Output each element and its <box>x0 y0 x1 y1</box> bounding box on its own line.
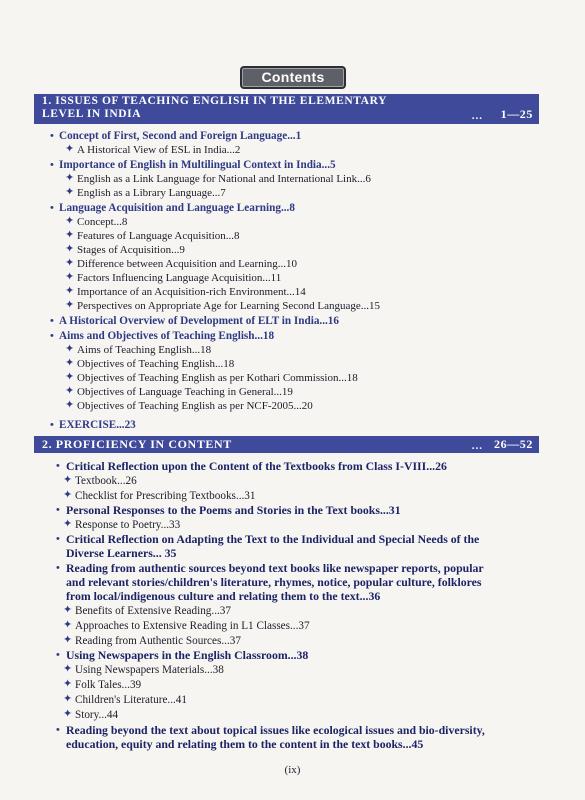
bullet-icon: • <box>56 724 60 736</box>
toc-entry[interactable] <box>50 314 339 328</box>
toc-subentry-label: Folk Tales...39 <box>75 679 142 691</box>
diamond-bullet-icon: ✦ <box>63 634 73 646</box>
toc-subentry-label: Objectives of Teaching English...18 <box>77 358 235 370</box>
toc-entry[interactable] <box>50 329 275 343</box>
toc-entry-continuation[interactable] <box>66 589 380 603</box>
diamond-bullet-icon: ✦ <box>65 172 75 184</box>
section-1-page-range: 1—25 <box>500 107 533 121</box>
diamond-bullet-icon: ✦ <box>63 489 73 501</box>
toc-subentry-label: Approaches to Extensive Reading in L1 Classes...37 <box>75 620 310 632</box>
toc-subentry-label: Objectives of Language Teaching in General...19 <box>77 386 293 398</box>
toc-subentry-label: Checklist for Prescribing Textbooks...31 <box>75 490 256 502</box>
toc-subentry-label: English as a Library Language...7 <box>77 187 226 199</box>
bullet-icon: • <box>50 330 54 342</box>
toc-entry-label: Personal Responses to the Poems and Stories in the Text books...31 <box>66 503 401 517</box>
section-2-leader-dots: ... <box>471 440 483 452</box>
diamond-bullet-icon: ✦ <box>63 708 73 720</box>
diamond-bullet-icon: ✦ <box>63 474 73 486</box>
toc-subentry[interactable] <box>65 172 371 186</box>
toc-subentry[interactable] <box>65 299 381 313</box>
toc-entry-label: A Historical Overview of Development of ELT in India...16 <box>59 315 339 327</box>
diamond-bullet-icon: ✦ <box>65 343 75 355</box>
toc-entry-label: Diverse Learners... 35 <box>66 546 177 560</box>
toc-subentry-label: English as a Link Language for National and International Link...6 <box>77 173 371 185</box>
section-1-title-line1: 1. ISSUES OF TEACHING ENGLISH IN THE ELEMENTARY <box>42 95 387 107</box>
toc-subentry[interactable] <box>65 343 212 357</box>
bullet-icon: • <box>56 649 60 661</box>
diamond-bullet-icon: ✦ <box>65 371 75 383</box>
toc-subentry[interactable] <box>63 619 310 633</box>
diamond-bullet-icon: ✦ <box>65 257 75 269</box>
diamond-bullet-icon: ✦ <box>63 518 73 530</box>
diamond-bullet-icon: ✦ <box>63 678 73 690</box>
toc-subentry[interactable] <box>65 215 128 229</box>
toc-entry[interactable] <box>56 561 484 575</box>
toc-entry[interactable] <box>56 459 447 473</box>
toc-entry-continuation[interactable] <box>66 546 176 560</box>
diamond-bullet-icon: ✦ <box>65 357 75 369</box>
bullet-icon: • <box>56 562 60 574</box>
toc-entry[interactable] <box>56 532 480 546</box>
toc-entry-label: Reading beyond the text about topical issues like ecological issues and bio-diversity, <box>66 723 485 737</box>
bullet-icon: • <box>56 504 60 516</box>
toc-entry-label: education, equity and relating them to the content in the text books...45 <box>66 737 424 751</box>
toc-subentry[interactable] <box>65 186 226 200</box>
diamond-bullet-icon: ✦ <box>65 243 75 255</box>
diamond-bullet-icon: ✦ <box>65 299 75 311</box>
toc-subentry[interactable] <box>65 371 358 385</box>
toc-entry-continuation[interactable] <box>66 575 482 589</box>
diamond-bullet-icon: ✦ <box>63 604 73 616</box>
toc-subentry[interactable] <box>65 243 185 257</box>
diamond-bullet-icon: ✦ <box>65 399 75 411</box>
toc-entry[interactable] <box>50 201 295 215</box>
toc-entry[interactable] <box>50 129 302 143</box>
toc-entry-label: Using Newspapers in the English Classroom...38 <box>66 648 309 662</box>
bullet-icon: • <box>50 202 54 214</box>
toc-subentry[interactable] <box>63 693 187 707</box>
toc-entry[interactable] <box>56 503 401 517</box>
contents-heading: Contents <box>240 66 346 89</box>
toc-subentry[interactable] <box>65 271 282 285</box>
toc-subentry-label: Reading from Authentic Sources...37 <box>75 635 241 647</box>
diamond-bullet-icon: ✦ <box>65 385 75 397</box>
toc-entry[interactable] <box>50 418 136 432</box>
section-2-page-range: 26—52 <box>494 437 533 451</box>
toc-entry-label: Language Acquisition and Language Learning...8 <box>59 202 295 214</box>
toc-entry-continuation[interactable] <box>66 737 423 751</box>
bullet-icon: • <box>50 159 54 171</box>
toc-subentry[interactable] <box>63 474 137 488</box>
toc-subentry[interactable] <box>65 229 240 243</box>
toc-entry-label: Reading from authentic sources beyond text books like newspaper reports, popular <box>66 561 484 575</box>
toc-subentry-label: Objectives of Teaching English as per Kothari Commission...18 <box>77 372 358 384</box>
toc-subentry[interactable] <box>63 518 181 532</box>
diamond-bullet-icon: ✦ <box>65 186 75 198</box>
toc-entry-label: Critical Reflection on Adapting the Text to the Individual and Special Needs of the <box>66 532 480 546</box>
toc-subentry[interactable] <box>63 489 256 503</box>
toc-subentry-label: Features of Language Acquisition...8 <box>77 230 240 242</box>
section-1-title <box>42 95 387 121</box>
toc-entry-label: EXERCISE...23 <box>59 419 136 431</box>
toc-subentry-label: Perspectives on Appropriate Age for Learning Second Language...15 <box>77 300 381 312</box>
diamond-bullet-icon: ✦ <box>65 271 75 283</box>
toc-subentry[interactable] <box>65 257 298 271</box>
diamond-bullet-icon: ✦ <box>63 663 73 675</box>
toc-subentry[interactable] <box>65 357 235 371</box>
section-2-header[interactable] <box>34 436 539 453</box>
toc-subentry-label: Using Newspapers Materials...38 <box>75 664 224 676</box>
toc-entry[interactable] <box>56 723 485 737</box>
toc-subentry-label: Response to Poetry...33 <box>75 519 181 531</box>
toc-subentry[interactable] <box>63 634 241 648</box>
toc-subentry[interactable] <box>63 663 224 677</box>
toc-entry[interactable] <box>56 648 309 662</box>
toc-subentry-label: Stages of Acquisition...9 <box>77 244 185 256</box>
toc-subentry[interactable] <box>65 285 306 299</box>
section-1-title-line2: LEVEL IN INDIA <box>42 108 142 120</box>
bullet-icon: • <box>50 315 54 327</box>
toc-entry-label: Importance of English in Multilingual Context in India...5 <box>59 159 336 171</box>
toc-subentry[interactable] <box>63 604 231 618</box>
toc-subentry-label: Children's Literature...41 <box>75 694 187 706</box>
toc-subentry-label: A Historical View of ESL in India...2 <box>77 144 241 156</box>
toc-subentry[interactable] <box>63 708 119 722</box>
diamond-bullet-icon: ✦ <box>65 229 75 241</box>
toc-subentry[interactable] <box>65 385 293 399</box>
toc-subentry-label: Importance of an Acquisition-rich Environment...14 <box>77 286 306 298</box>
toc-subentry[interactable] <box>63 678 142 692</box>
toc-entry-label: Aims and Objectives of Teaching English...18 <box>59 330 275 342</box>
toc-entry-label: Concept of First, Second and Foreign Language...1 <box>59 130 302 142</box>
section-1-header[interactable] <box>34 94 539 124</box>
toc-subentry-label: Concept...8 <box>77 216 128 228</box>
toc-subentry[interactable] <box>65 143 241 157</box>
toc-entry-label: Critical Reflection upon the Content of the Textbooks from Class I-VIII...26 <box>66 459 447 473</box>
bullet-icon: • <box>50 419 54 431</box>
toc-entry-label: from local/indigenous culture and relating them to the text...36 <box>66 589 381 603</box>
diamond-bullet-icon: ✦ <box>63 693 73 705</box>
bullet-icon: • <box>56 460 60 472</box>
diamond-bullet-icon: ✦ <box>63 619 73 631</box>
toc-subentry-label: Difference between Acquisition and Learning...10 <box>77 258 298 270</box>
diamond-bullet-icon: ✦ <box>65 285 75 297</box>
toc-subentry[interactable] <box>65 399 313 413</box>
section-2-title: 2. PROFICIENCY IN CONTENT <box>42 437 232 451</box>
toc-subentry-label: Benefits of Extensive Reading...37 <box>75 605 231 617</box>
toc-subentry-label: Aims of Teaching English...18 <box>77 344 212 356</box>
toc-entry[interactable] <box>50 158 336 172</box>
diamond-bullet-icon: ✦ <box>65 143 75 155</box>
diamond-bullet-icon: ✦ <box>65 215 75 227</box>
toc-subentry-label: Story...44 <box>75 709 119 721</box>
toc-subentry-label: Objectives of Teaching English as per NCF-2005...20 <box>77 400 313 412</box>
section-1-leader-dots: ... <box>471 110 483 122</box>
page-number: (ix) <box>284 764 301 776</box>
toc-entry-label: and relevant stories/children's literature, rhymes, notice, popular culture, folklores <box>66 575 482 589</box>
bullet-icon: • <box>50 130 54 142</box>
bullet-icon: • <box>56 533 60 545</box>
toc-subentry-label: Textbook...26 <box>75 475 137 487</box>
toc-subentry-label: Factors Influencing Language Acquisition...11 <box>77 272 282 284</box>
